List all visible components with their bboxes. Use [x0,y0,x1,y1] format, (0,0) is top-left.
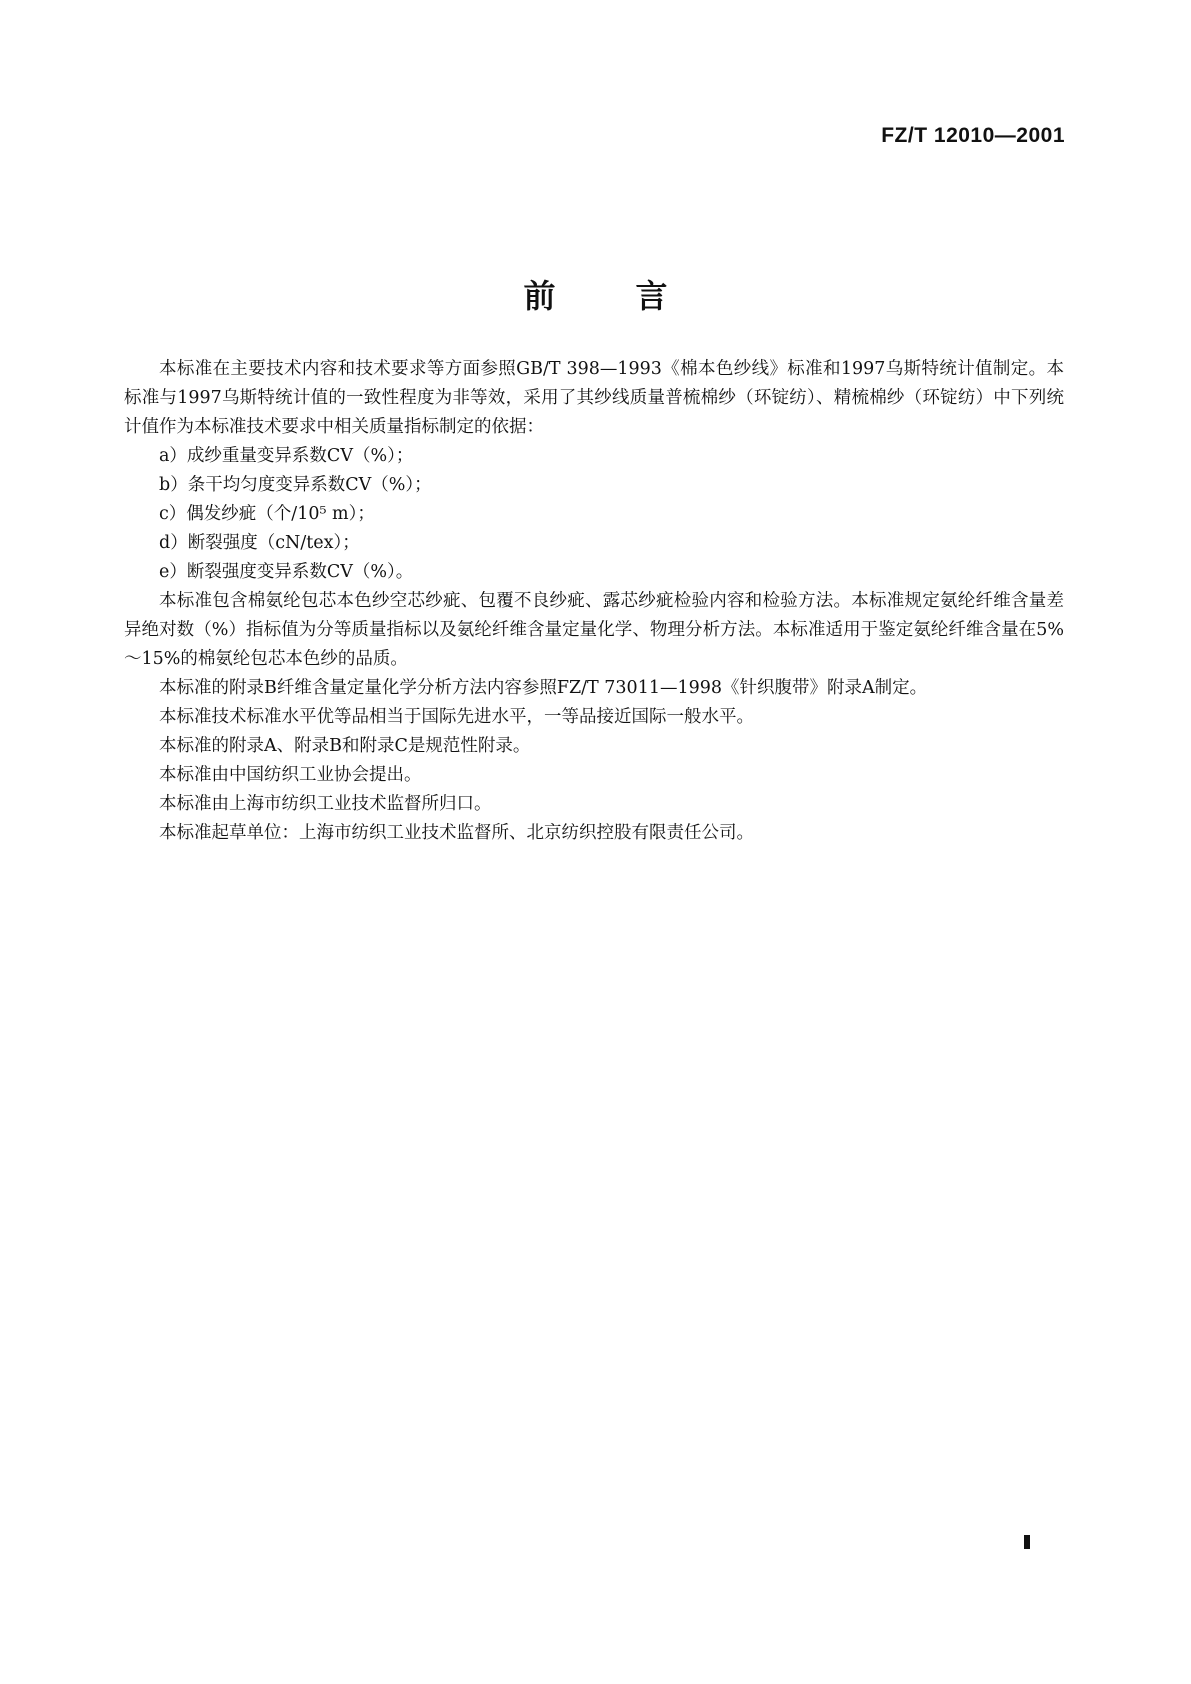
page-number [1024,1535,1030,1549]
document-body [124,355,1064,848]
paragraph: 本标准起草单位：上海市纺织工业技术监督所、北京纺织控股有限责任公司。 [159,823,754,843]
list-item: c）偶发纱疵（个/10⁵ m）； [159,504,375,524]
list-item: d）断裂强度（cN/tex）； [159,533,360,553]
paragraph: 本标准由上海市纺织工业技术监督所归口。 [159,794,492,814]
paragraph: 本标准的附录A、附录B和附录C是规范性附录。 [159,736,531,756]
list-item: b）条干均匀度变异系数CV（%）； [159,475,432,495]
standard-number: FZ/T 12010—2001 [881,124,1065,147]
paragraph: 本标准由中国纺织工业协会提出。 [159,765,422,785]
paragraph: 本标准包含棉氨纶包芯本色纱空芯纱疵、包覆不良纱疵、露芯纱疵检验内容和检验方法。本标准规定氨纶纤维含量差异绝对数（%）指标值为分等质量指标以及氨纶纤维含量定量化学、物理分析方法。本标准适用于鉴定氨纶纤维含量在5%～15%的棉氨纶包芯本色纱的品质。 [124,591,1064,669]
paragraph: 本标准技术标准水平优等品相当于国际先进水平，一等品接近国际一般水平。 [159,707,754,727]
paragraph: 本标准在主要技术内容和技术要求等方面参照GB/T 398—1993《棉本色纱线》标准和1997乌斯特统计值制定。本标准与1997乌斯特统计值的一致性程度为非等效，采用了其纱线质量普梳棉纱（环锭纺）、精梳棉纱（环锭纺）中下列统计值作为本标准技术要求中相关质量指标制定的依据： [124,359,1064,437]
list-item: e）断裂强度变异系数CV（%）。 [159,562,414,582]
paragraph: 本标准的附录B纤维含量定量化学分析方法内容参照FZ/T 73011—1998《针织腹带》附录A制定。 [159,678,928,698]
list-item: a）成纱重量变异系数CV（%）； [159,446,414,466]
page-title: 前言 [523,277,748,315]
